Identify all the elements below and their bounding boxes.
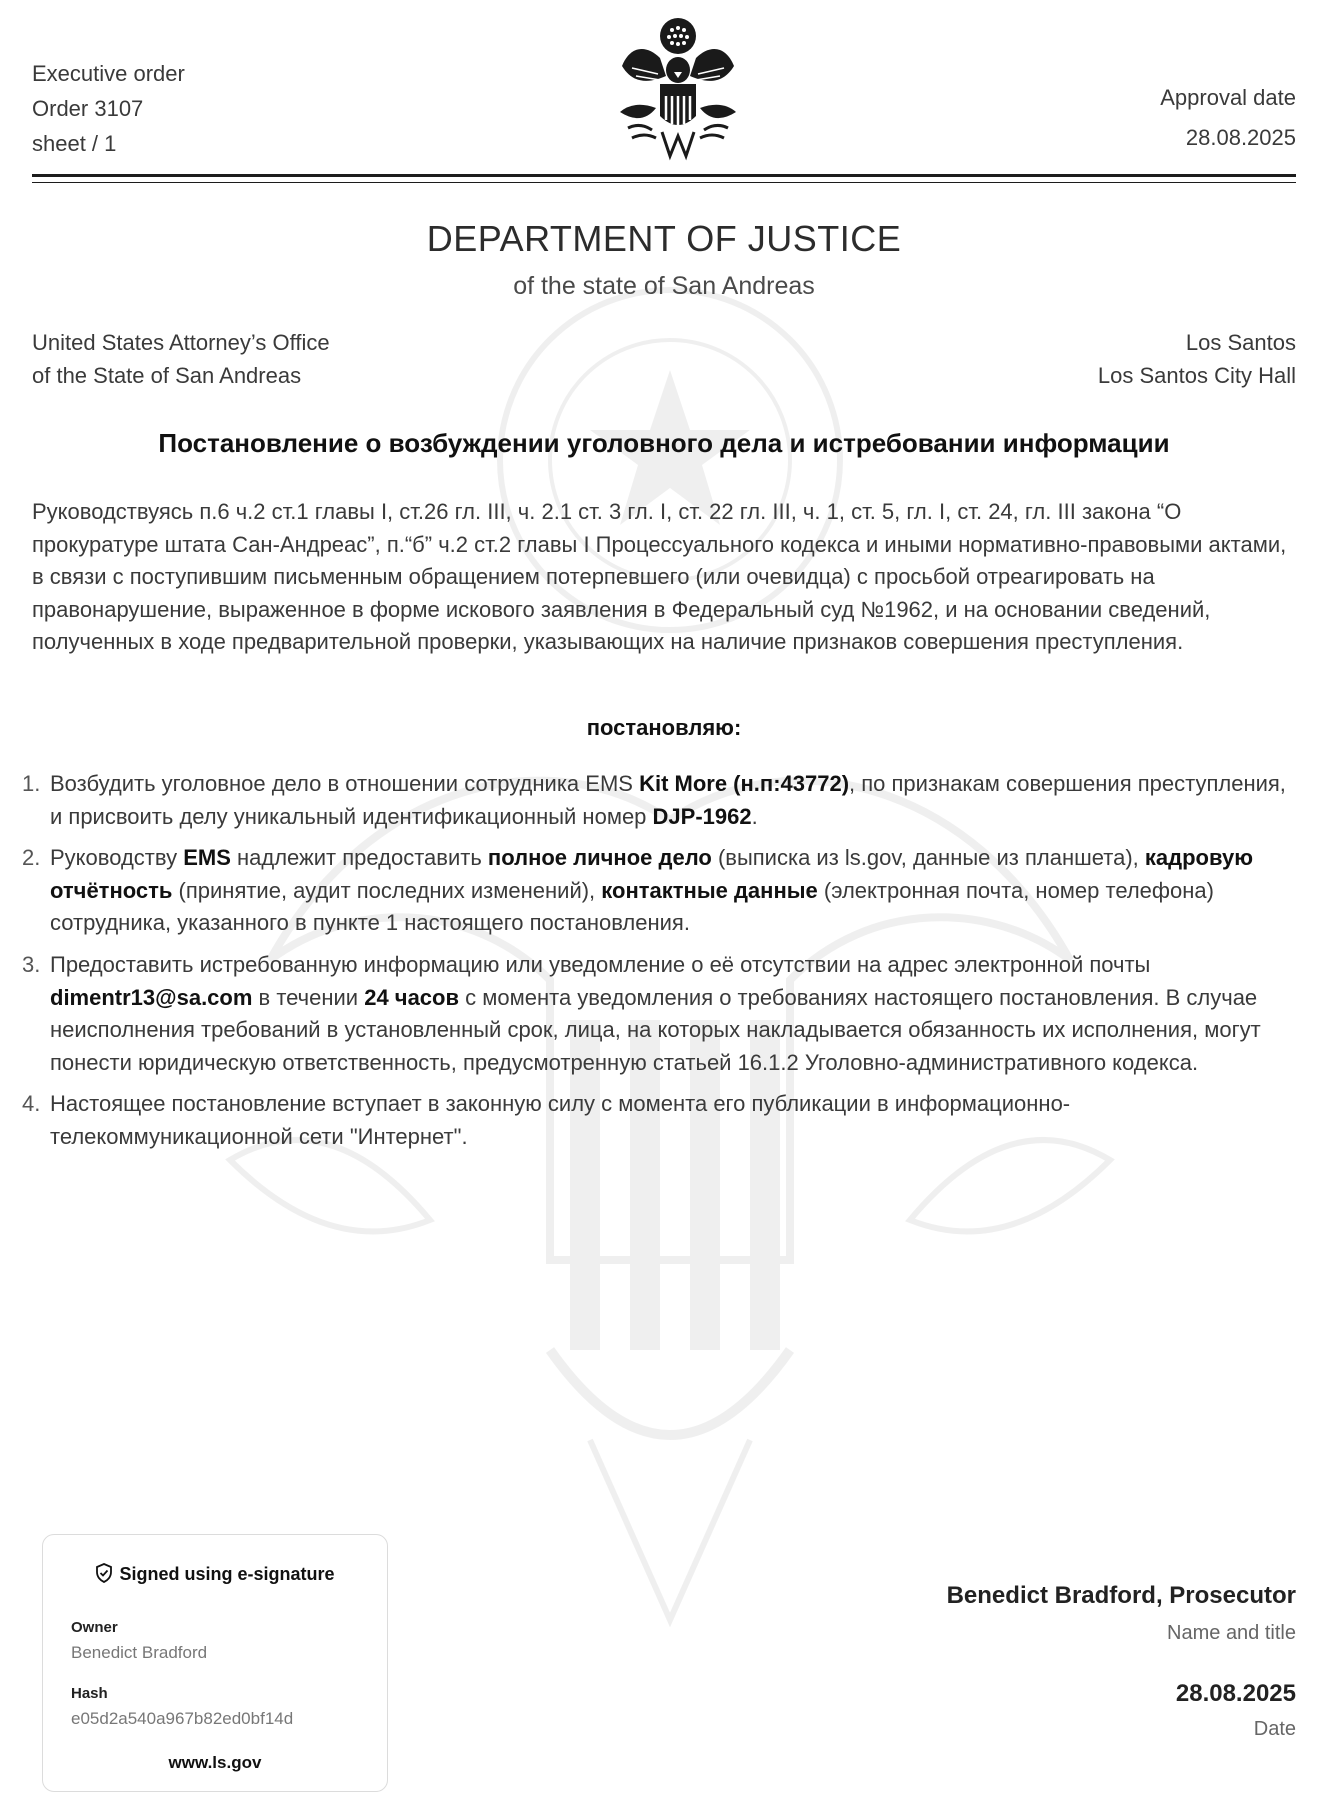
email-address: dimentr13@sa.com — [50, 984, 253, 1010]
e-signature-box — [42, 1534, 388, 1792]
item-bold: Kit More (н.п:43772) — [639, 771, 850, 796]
item-text: , по признакам совершения преступления, и присвоить делу уникальный идентификационный номер — [50, 771, 1286, 829]
item-text: (электронная почта, номер телефона) сотрудника, указанного в пункте 1 настоящего постановления. — [50, 877, 1214, 936]
office-line-1: United States Attorney’s Office — [32, 330, 330, 355]
item-bold: контактные данные — [601, 877, 818, 903]
approval-label: Approval date — [1160, 85, 1296, 110]
e-signature-heading — [43, 1563, 387, 1585]
owner-label: Owner — [71, 1619, 118, 1636]
item-text: Руководству — [50, 845, 184, 871]
issuing-office — [32, 326, 330, 392]
item-text: Предоставить истребованную информацию или уведомление о её отсутствии на адрес электронной почты — [50, 951, 1151, 977]
document-title: Постановление о возбуждении уголовного дела и истребовании информации — [158, 428, 1170, 458]
office-line-2: of the State of San Andreas — [32, 363, 302, 388]
website-link[interactable]: www.ls.gov — [168, 1753, 262, 1772]
location-line-1: Los Santos — [1185, 330, 1296, 355]
hash-value: e05d2a540a967b82ed0bf14d — [71, 1709, 294, 1728]
item-text: (выписка из ls.gov, данные из планшета), — [711, 845, 1145, 871]
department-subtitle: of the state of San Andreas — [513, 272, 815, 300]
item-number: 1. — [22, 771, 41, 796]
item-number: 3. — [22, 951, 41, 977]
order-info — [32, 56, 185, 161]
department-title: DEPARTMENT OF JUSTICE — [426, 218, 902, 259]
item-text: надлежит предоставить — [230, 845, 488, 871]
item-number: 2. — [22, 845, 41, 871]
approval-date: 28.08.2025 — [1185, 125, 1296, 150]
signer-name-caption: Name and title — [1167, 1622, 1296, 1644]
order-number: Order 3107 — [32, 96, 144, 121]
hash-label: Hash — [71, 1685, 108, 1702]
item-text: Настоящее постановление вступает в законную силу с момента его публикации в информационно-телекоммуникационной сети "Интернет". — [50, 1091, 1071, 1149]
item-text: в течении — [252, 984, 365, 1010]
decree-items — [22, 768, 1296, 1163]
item-bold: кадровую отчётность — [50, 845, 1253, 903]
approval-info — [1160, 78, 1296, 158]
preamble-paragraph: Руководствуясь п.6 ч.2 ст.1 главы I, ст.26 гл. III, ч. 2.1 ст. 3 гл. I, ст. 22 гл. III, ч. 1, ст. 5, гл. I, ст. 24, гл. III закона “О прокуратуре штата Сан-Андреас”, п.“б” ч.2 ст.2 главы I Процессуального кодекса и иными нормативно-правовыми актами, в связи с поступившим письменным обращением потерпевшего (или очевидца) с просьбой отреагировать на правонарушение, выраженное в форме искового заявления в Федеральный суд №1962, и на основании сведений, полученных в ходе предварительной проверки, указывающих на наличие признаков совершения преступления. — [32, 499, 1287, 655]
item-bold: полное личное дело — [487, 845, 712, 871]
item-text: Возбудить уголовное дело в отношении сотрудника EMS — [50, 771, 640, 796]
item-text: с момента уведомления о требованиях настоящего постановления. В случае неисполнения требований в установленный срок, лица, на которых накладывается обязанность их исполнения, могут понести юридическую ответственность, предусмотренную статьей 16.1.2 Уголовно-административного кодекса. — [50, 984, 1261, 1075]
location — [1098, 326, 1296, 392]
signer-name: Benedict Bradford, Prosecutor — [946, 1582, 1296, 1609]
decree-heading: постановляю: — [586, 715, 742, 740]
shield-check-icon — [95, 1563, 113, 1583]
header-rule-thick — [32, 174, 1296, 177]
location-line-2: Los Santos City Hall — [1097, 363, 1296, 388]
list-item — [22, 949, 1296, 1079]
item-text: (принятие, аудит последних изменений), — [172, 877, 602, 903]
item-bold: EMS — [183, 845, 231, 871]
list-item — [22, 1088, 1296, 1153]
item-number: 4. — [22, 1091, 41, 1117]
header-rule-thin — [32, 182, 1296, 183]
case-number: DJP-1962 — [652, 803, 752, 829]
e-signature-heading-text: Signed using e-signature — [119, 1564, 335, 1584]
owner-value: Benedict Bradford — [71, 1643, 208, 1662]
item-bold: 24 часов — [364, 984, 460, 1010]
list-item — [22, 842, 1296, 940]
signature-date-caption: Date — [1253, 1718, 1296, 1740]
sheet-number: sheet / 1 — [32, 131, 117, 156]
eagle-seal-icon — [612, 16, 744, 162]
item-text: . — [751, 803, 758, 829]
signature-date: 28.08.2025 — [1175, 1680, 1296, 1707]
list-item — [22, 768, 1296, 833]
order-type: Executive order — [32, 61, 185, 86]
